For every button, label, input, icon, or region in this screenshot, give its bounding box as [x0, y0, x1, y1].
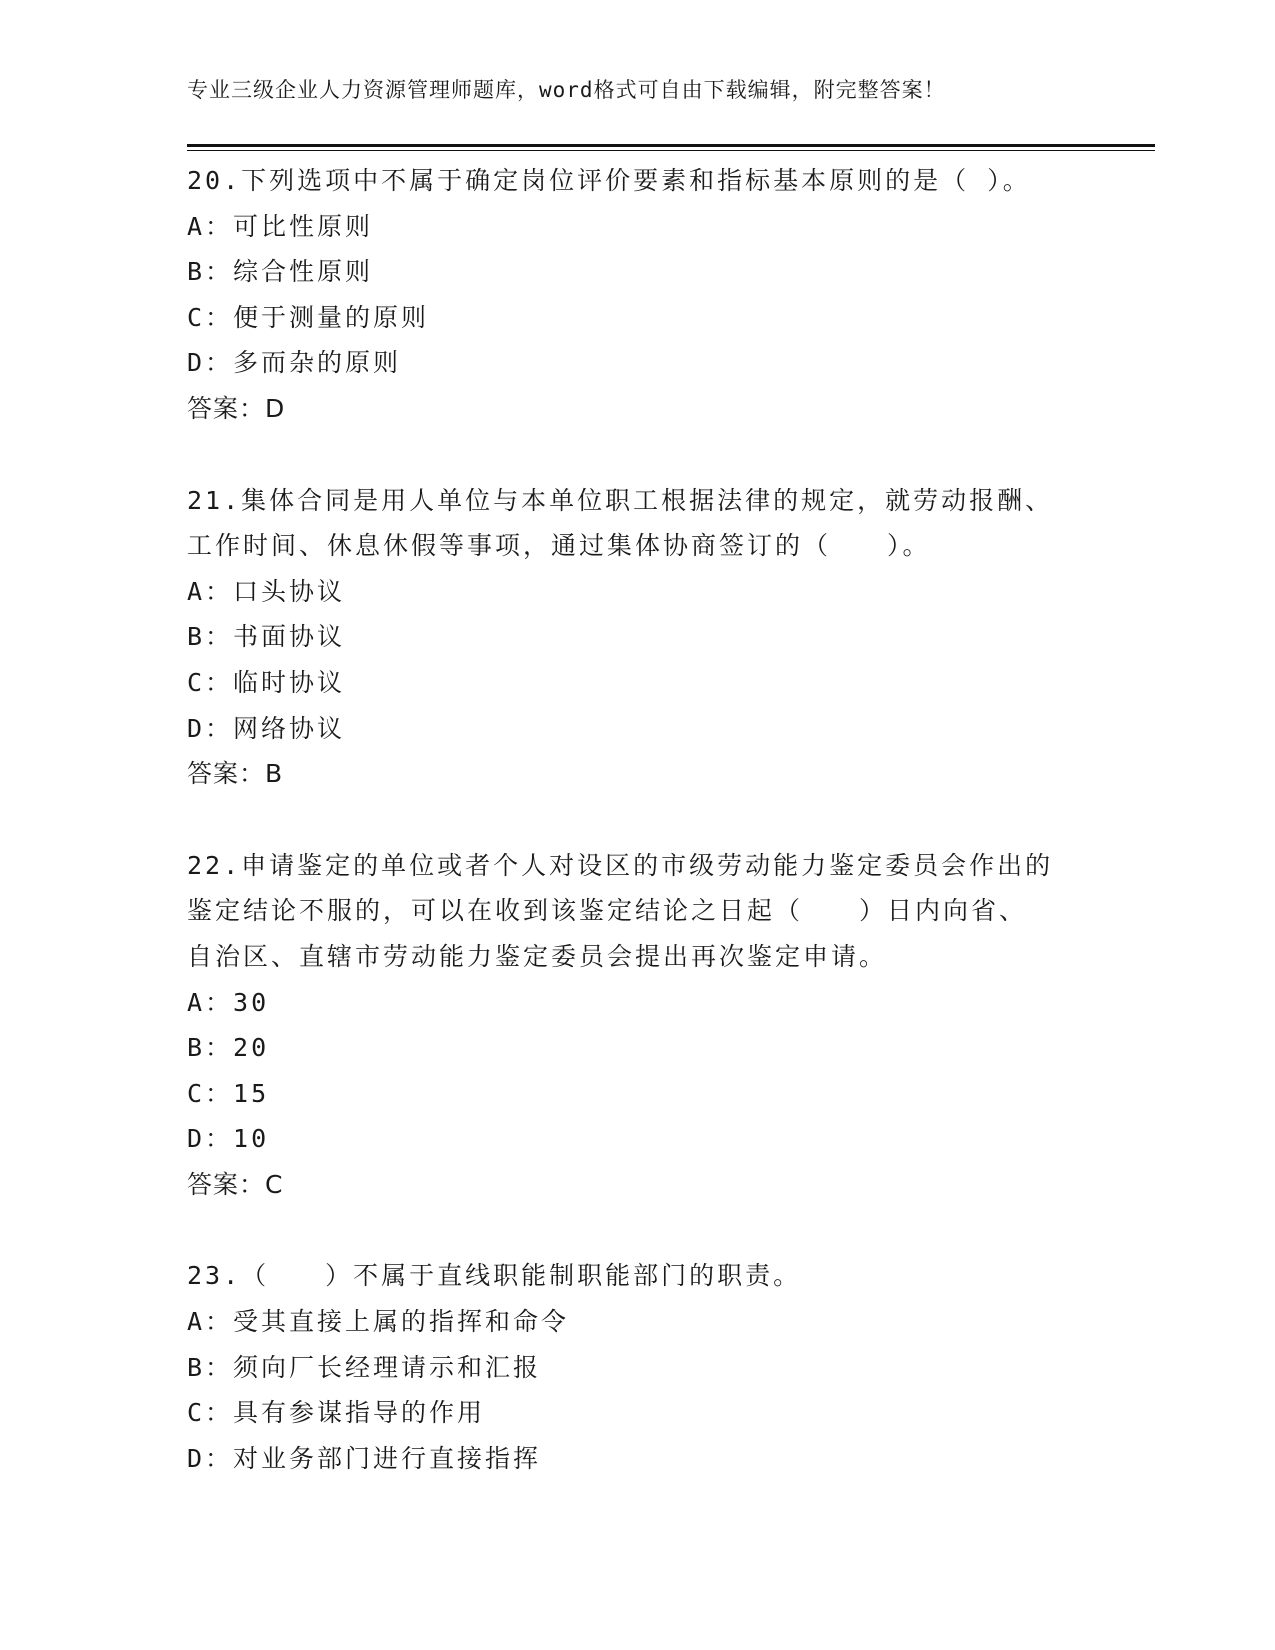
header-rule-thick	[187, 144, 1155, 147]
option-d: D：多而杂的原则	[187, 348, 402, 378]
question-list	[187, 158, 1155, 1527]
option-a: A：口头协议	[187, 576, 346, 606]
question-21	[187, 478, 1155, 797]
option-d: D：网络协议	[187, 713, 346, 743]
page-header: 专业三级企业人力资源管理师题库，word格式可自由下载编辑，附完整答案！	[187, 78, 946, 102]
question-text: 自治区、直辖市劳动能力鉴定委员会提出再次鉴定申请。	[187, 941, 888, 971]
option-d: D：对业务部门进行直接指挥	[187, 1443, 542, 1473]
option-b: B：综合性原则	[187, 257, 374, 287]
question-text: 鉴定结论不服的，可以在收到该鉴定结论之日起（ ）日内向省、	[187, 896, 1028, 926]
question-text: 21.集体合同是用人单位与本单位职工根据法律的规定，就劳动报酬、	[187, 485, 1054, 515]
question-text: 22.申请鉴定的单位或者个人对设区的市级劳动能力鉴定委员会作出的	[187, 850, 1054, 880]
option-c: C：15	[187, 1078, 270, 1108]
question-22	[187, 843, 1155, 1208]
option-d: D：10	[187, 1124, 270, 1154]
question-20	[187, 158, 1155, 432]
answer: 答案：C	[187, 1169, 284, 1199]
option-b: B：须向厂长经理请示和汇报	[187, 1352, 542, 1382]
option-c: C：临时协议	[187, 667, 346, 697]
option-b: B：书面协议	[187, 622, 346, 652]
option-a: A：受其直接上属的指挥和命令	[187, 1307, 570, 1337]
option-b: B：20	[187, 1033, 270, 1063]
option-a: A：30	[187, 987, 270, 1017]
option-c: C：便于测量的原则	[187, 302, 430, 332]
option-c: C：具有参谋指导的作用	[187, 1398, 486, 1428]
question-text: 20.下列选项中不属于确定岗位评价要素和指标基本原则的是（ ）。	[187, 166, 1031, 195]
answer: 答案：D	[187, 393, 286, 423]
header-rule-thin	[187, 150, 1155, 151]
answer: 答案：B	[187, 759, 284, 789]
question-text: 23.（ ）不属于直线职能制职能部门的职责。	[187, 1261, 802, 1291]
question-23	[187, 1253, 1155, 1481]
option-a: A：可比性原则	[187, 211, 374, 241]
question-text: 工作时间、休息休假等事项，通过集体协商签订的（ ）。	[187, 531, 931, 561]
